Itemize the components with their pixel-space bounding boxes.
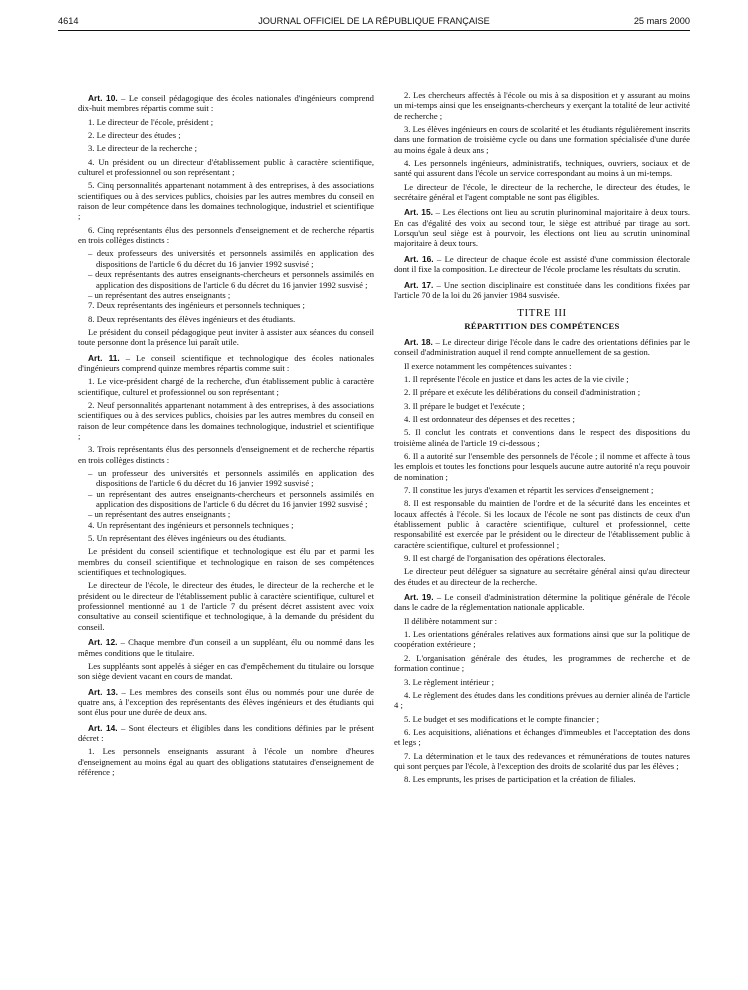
article-paragraph bbox=[394, 254, 690, 275]
paragraph bbox=[394, 90, 690, 121]
paragraph-text: 1. Le directeur de l'école, président ; bbox=[88, 116, 214, 127]
right-column bbox=[394, 90, 690, 788]
paragraph-text: Le directeur de l'école, le directeur des études, le directeur de la recherche et le président ou le directeur de l'établissement public à caractère scientifique, culturel et professionnel mentionné au 1 de l'article 7 du présent décret assistent avec voix consultative au conseil scientifique et technologique, à la demande du président du conseil. bbox=[78, 580, 374, 632]
paragraph-text: 2. Les chercheurs affectés à l'école ou mis à sa disposition et y assurant au moins un mi-temps ainsi que les enseignants-chercheurs y exerçant la totalité de leur activité de recherche ; bbox=[394, 90, 690, 121]
paragraph-text: Il exerce notamment les compétences suivantes : bbox=[404, 360, 572, 371]
paragraph-text: 6. Cinq représentants élus des personnels d'enseignement et de recherche répartis en trois collèges distincts : bbox=[78, 224, 374, 246]
paragraph bbox=[394, 774, 690, 784]
paragraph bbox=[394, 498, 690, 550]
paragraph-text: 3. Trois représentants élus des personnels d'enseignement et de recherche répartis en trois collèges distincts : bbox=[78, 444, 374, 465]
paragraph bbox=[394, 387, 690, 397]
paragraph bbox=[394, 401, 690, 411]
paragraph-text: – un professeur des universités et personnels assimilés en application des dispositions de l'article 6 du décret du 16 janvier 1992 susvisé ; bbox=[88, 468, 374, 489]
paragraph-text: 4. Le règlement des études dans les conditions prévues au dernier alinéa de l'article 4 ; bbox=[394, 689, 690, 711]
paragraph bbox=[394, 751, 690, 772]
paragraph-text: – Les membres des conseils sont élus ou nommés pour une durée de quatre ans, à l'exception des représentants des élèves ingénieurs et des étudiants qui sont élus pour une durée de deux ans. bbox=[78, 686, 374, 718]
section-title: TITRE III bbox=[517, 307, 567, 320]
paragraph-text: Le président du conseil pédagogique peut inviter à assister aux séances du conseil toute personne dont la présence lui paraît utile. bbox=[78, 326, 374, 348]
paragraph bbox=[394, 414, 690, 424]
paragraph-text: 6. Il a autorité sur l'ensemble des personnels de l'école ; il nomme et affecte à tous les emplois et toutes les fonctions pour lesquels aucune autre autorité n'a reçu pouvoir de nomination ; bbox=[394, 450, 690, 482]
paragraph bbox=[394, 553, 690, 563]
paragraph bbox=[394, 727, 690, 748]
article-paragraph bbox=[394, 207, 690, 248]
paragraph bbox=[78, 300, 374, 310]
article-paragraph bbox=[394, 337, 690, 358]
list-item bbox=[78, 509, 374, 519]
paragraph-text: 3. Les élèves ingénieurs en cours de scolarité et les étudiants régulièrement inscrits dans une formation de troisième cycle ou dans une formation spécialisée d'une durée au moins égale à deux ans ; bbox=[394, 124, 690, 155]
paragraph-text: 4. Il est ordonnateur des dépenses et des recettes ; bbox=[404, 413, 575, 424]
paragraph bbox=[78, 117, 374, 127]
paragraph-text: 8. Deux représentants des élèves ingénieurs et des étudiants. bbox=[88, 313, 296, 324]
paragraph bbox=[78, 533, 374, 543]
article-number: Art. 13. bbox=[88, 686, 118, 697]
article-paragraph bbox=[394, 280, 690, 301]
paragraph-text: 8. Il est responsable du maintien de l'ordre et de la sécurité dans les enceintes et locaux affectés à l'école. Si les locaux de l'école ne sont pas distincts de ceux d'un établissement public à caractère scientifique, culturel et professionnel, cette responsabilité est exercée par le président ou le directeur de l'établissement public à caractère scientifique, culturel et professionnel ; bbox=[394, 498, 690, 550]
paragraph bbox=[78, 400, 374, 441]
list-item bbox=[78, 489, 374, 510]
paragraph-text: Les suppléants sont appelés à siéger en cas d'empêchement du titulaire ou lorsque son siège devient vacant en cours de mandat. bbox=[78, 660, 374, 682]
page-number: 4614 bbox=[58, 16, 79, 26]
paragraph-text: 5. Il conclut les contrats et conventions dans le respect des dispositions du troisième alinéa de l'article 19 ci-dessous ; bbox=[394, 427, 690, 448]
paragraph-text: – Le directeur de chaque école est assisté d'une commission électorale dont il fixe la composition. Le directeur de l'école proclame les résultats du scrutin. bbox=[394, 253, 690, 275]
paragraph bbox=[78, 580, 374, 632]
paragraph-text: – un représentant des autres enseignants-chercheurs et personnels assimilés en application des dispositions de l'article 6 du décret du 16 janvier 1992 susvisé ; bbox=[88, 488, 374, 510]
page-header bbox=[58, 14, 690, 28]
publication-date: 25 mars 2000 bbox=[633, 16, 690, 26]
article-number: Art. 15. bbox=[404, 207, 433, 218]
article-paragraph bbox=[78, 687, 374, 718]
paragraph bbox=[394, 374, 690, 384]
article-number: Art. 16. bbox=[404, 253, 434, 264]
paragraph bbox=[394, 653, 690, 674]
paragraph-text: 6. Les acquisitions, aliénations et échanges d'immeubles et l'acceptation des dons et legs ; bbox=[394, 726, 690, 748]
paragraph-text: 7. Deux représentants des ingénieurs et personnels techniques ; bbox=[88, 300, 305, 311]
paragraph-text: 2. Le directeur des études ; bbox=[88, 130, 181, 141]
paragraph bbox=[394, 714, 690, 724]
left-column bbox=[78, 88, 374, 780]
article-paragraph bbox=[78, 723, 374, 744]
paragraph-text: 7. La détermination et le taux des redevances et rémunérations de toutes natures qui sont perçues par l'école, à l'exception des droits de scolarité dus par les élèves ; bbox=[394, 750, 690, 771]
article-number: Art. 19. bbox=[404, 592, 434, 603]
paragraph bbox=[394, 485, 690, 495]
paragraph-text: 4. Un président ou un directeur d'établissement public à caractère scientifique, culturel et professionnel ou son représentant ; bbox=[78, 156, 374, 178]
paragraph bbox=[394, 566, 690, 587]
paragraph-text: 4. Les personnels ingénieurs, administratifs, techniques, ouvriers, sociaux et de santé qui assurent dans l'école un service correspondant au moins à un mi-temps. bbox=[394, 158, 690, 179]
list-item bbox=[78, 248, 374, 269]
paragraph-text: 8. Les emprunts, les prises de participation et la création de filiales. bbox=[404, 774, 636, 785]
article-paragraph bbox=[78, 353, 374, 374]
paragraph-text: – un représentant des autres enseignants ; bbox=[88, 509, 231, 520]
paragraph-text: 1. Les orientations générales relatives aux formations ainsi que sur la politique de coopération extérieure ; bbox=[394, 629, 690, 650]
paragraph-text: 1. Il représente l'école en justice et dans les actes de la vie civile ; bbox=[404, 373, 629, 384]
paragraph bbox=[78, 376, 374, 397]
paragraph bbox=[394, 677, 690, 687]
list-item bbox=[78, 269, 374, 290]
article-paragraph bbox=[78, 93, 374, 114]
paragraph bbox=[78, 661, 374, 682]
paragraph-text: – Les élections ont lieu au scrutin plurinominal majoritaire à deux tours. En cas d'égalité des voix au second tour, le siège est attribué par tirage au sort. Lorsqu'un seul siège est à pourvoir, les élections ont lieu au scrutin uninominal majoritaire à deux tours. bbox=[394, 207, 690, 249]
paragraph-text: 2. Neuf personnalités appartenant notamment à des entreprises, à des associations scientifiques ou à des services publics, choisies par les autres membres du conseil en raison de leur compétence dans les domaines technologique, industriel et scientifique ; bbox=[78, 399, 374, 441]
paragraph-text: 3. Le directeur de la recherche ; bbox=[88, 143, 198, 154]
list-item bbox=[78, 468, 374, 489]
paragraph-text: – Le directeur dirige l'école dans le cadre des orientations définies par le conseil d'administration auquel il rend compte annuellement de sa gestion. bbox=[394, 336, 690, 358]
journal-title: JOURNAL OFFICIEL DE LA RÉPUBLIQUE FRANÇAISE bbox=[258, 16, 490, 26]
article-paragraph bbox=[78, 637, 374, 658]
paragraph bbox=[394, 616, 690, 626]
header-rule bbox=[58, 30, 690, 31]
paragraph bbox=[78, 546, 374, 577]
paragraph-text: 9. Il est chargé de l'organisation des opérations électorales. bbox=[404, 553, 606, 564]
paragraph-text: – Chaque membre d'un conseil a un suppléant, élu ou nommé dans les mêmes conditions que le titulaire. bbox=[78, 637, 374, 658]
paragraph-text: 5. Un représentant des élèves ingénieurs ou des étudiants. bbox=[88, 533, 287, 544]
article-number: Art. 10. bbox=[88, 93, 118, 103]
paragraph-text: 2. L'organisation générale des études, les programmes de recherche et de formation continue ; bbox=[394, 652, 690, 674]
paragraph bbox=[78, 327, 374, 348]
paragraph-text: – Le conseil d'administration détermine la politique générale de l'école dans le cadre de la réglementation nationale applicable. bbox=[394, 592, 690, 613]
paragraph-text: 2. Il prépare et exécute les délibérations du conseil d'administration ; bbox=[404, 387, 641, 398]
paragraph-text: – Le conseil scientifique et technologique des écoles nationales d'ingénieurs comprend quinze membres répartis comme suit : bbox=[78, 352, 374, 373]
paragraph-text: – Sont électeurs et éligibles dans les conditions définies par le présent décret : bbox=[78, 722, 374, 743]
paragraph bbox=[78, 157, 374, 178]
paragraph-text: – deux représentants des autres enseignants-chercheurs et personnels assimilés en application des dispositions de l'article 6 du décret du 16 janvier 1992 susvisé ; bbox=[88, 269, 374, 290]
paragraph-text: 1. Le vice-président chargé de la recherche, d'un établissement public à caractère scientifique, culturel et professionnel ou son représentant ; bbox=[78, 376, 374, 397]
paragraph bbox=[394, 124, 690, 155]
paragraph-text: – deux professeurs des universités et personnels assimilés en application des dispositions de l'article 6 du décret du 16 janvier 1992 susvisé ; bbox=[88, 248, 374, 269]
paragraph-text: 3. Il prépare le budget et l'exécute ; bbox=[404, 400, 525, 411]
paragraph bbox=[394, 451, 690, 482]
paragraph-text: Le président du conseil scientifique et technologique est élu par et parmi les membres du conseil scientifique et technologique en raison de ses compétences scientifiques et technologiques. bbox=[78, 546, 374, 578]
article-paragraph bbox=[394, 592, 690, 613]
paragraph-text: – Le conseil pédagogique des écoles nationales d'ingénieurs comprend dix-huit membres répartis comme suit : bbox=[78, 93, 374, 114]
paragraph bbox=[394, 158, 690, 179]
paragraph bbox=[78, 225, 374, 246]
paragraph-text: Il délibère notamment sur : bbox=[404, 615, 498, 626]
paragraph-text: Le directeur de l'école, le directeur de la recherche, le directeur des études, le secrétaire général et l'agent comptable ne sont pas éligibles. bbox=[394, 181, 690, 203]
paragraph-text: 1. Les personnels enseignants assurant à l'école un nombre d'heures d'enseignement au moins égal au quart des obligations statutaires d'enseignement de référence ; bbox=[78, 746, 374, 777]
paragraph-text: 5. Le budget et ses modifications et le compte financier ; bbox=[404, 713, 599, 724]
paragraph-text: 5. Cinq personnalités appartenant notamment à des entreprises, à des associations scientifiques ou à des services publics, choisies par les autres membres du conseil en raison de leur compétence dans les domaines technologique, industriel et scientifique ; bbox=[78, 180, 374, 222]
paragraph bbox=[394, 182, 690, 203]
paragraph bbox=[78, 314, 374, 324]
paragraph bbox=[394, 361, 690, 371]
paragraph bbox=[78, 130, 374, 140]
article-number: Art. 18. bbox=[404, 336, 433, 347]
paragraph bbox=[394, 427, 690, 448]
paragraph bbox=[78, 143, 374, 153]
article-number: Art. 12. bbox=[88, 637, 118, 648]
paragraph bbox=[78, 746, 374, 777]
article-number: Art. 11. bbox=[88, 352, 120, 363]
paragraph bbox=[394, 690, 690, 711]
section-subtitle: RÉPARTITION DES COMPÉTENCES bbox=[464, 320, 620, 331]
paragraph-text: – Une section disciplinaire est constituée dans les conditions fixées par l'article 70 de la loi du 26 janvier 1984 susvisée. bbox=[394, 279, 690, 300]
paragraph bbox=[78, 180, 374, 221]
paragraph bbox=[394, 629, 690, 650]
paragraph-text: 3. Le règlement intérieur ; bbox=[404, 676, 494, 687]
paragraph bbox=[78, 520, 374, 530]
paragraph-text: 4. Un représentant des ingénieurs et personnels techniques ; bbox=[88, 519, 294, 530]
list-item bbox=[78, 290, 374, 300]
article-number: Art. 14. bbox=[88, 722, 118, 733]
paragraph-text: Le directeur peut déléguer sa signature au secrétaire général ainsi qu'au directeur des études et au directeur de la recherche. bbox=[394, 566, 690, 587]
paragraph-text: 7. Il constitue les jurys d'examen et répartit les services d'enseignement ; bbox=[404, 485, 654, 495]
paragraph-text: – un représentant des autres enseignants ; bbox=[88, 289, 231, 300]
article-number: Art. 17. bbox=[404, 279, 434, 290]
paragraph bbox=[78, 444, 374, 465]
